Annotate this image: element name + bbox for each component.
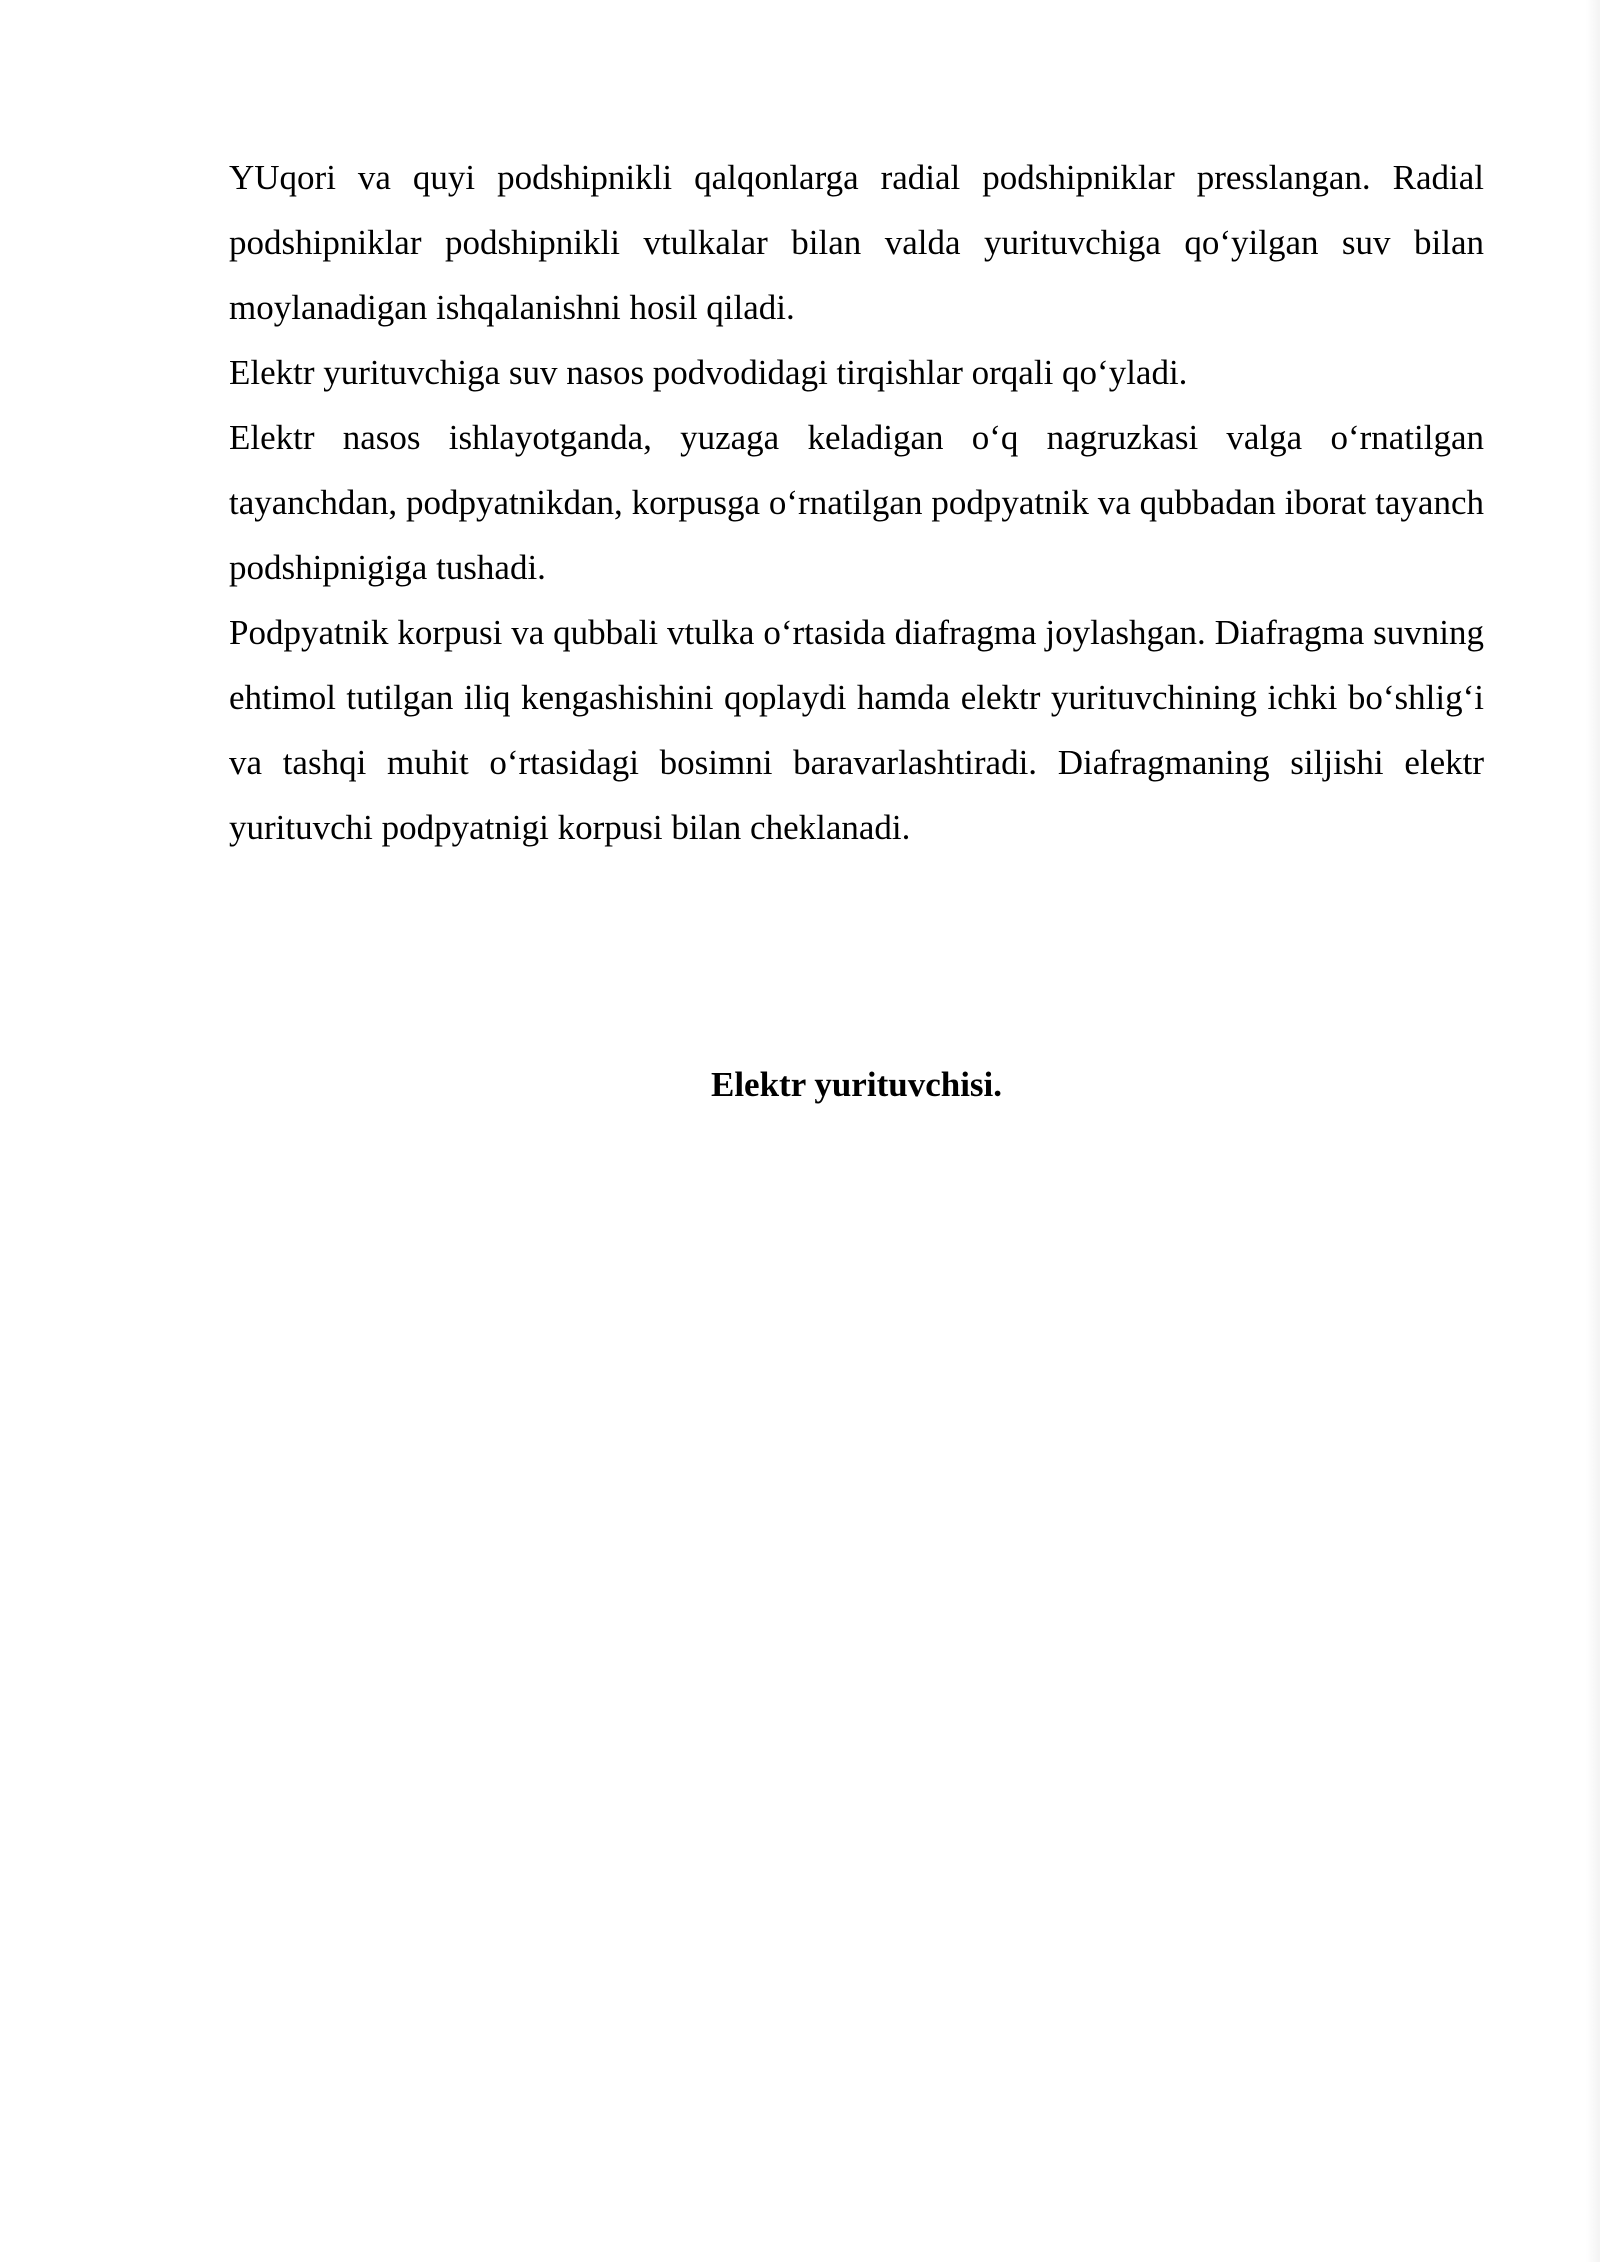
paragraph-water-supply: Elektr yurituvchiga suv nasos podvodidagi tirqishlar orqali qo‘yladi. <box>229 353 1188 392</box>
section-heading: Elektr yurituvchisi. <box>710 1065 1003 1104</box>
body-text <box>229 145 1484 860</box>
paragraph-diaphragm: Podpyatnik korpusi va qubbali vtulka o‘rtasida diafragma joylashgan. Diafragma suvning ehtimol tutilgan iliq kengashishini qoplaydi hamda elektr yurituvchining ichki bo‘shlig‘i va tashqi muhit o‘rtasidagi bosimni baravarlashtiradi. Diafragmaning siljishi elektr yurituvchi podpyatnigi korpusi bilan cheklanadi. <box>229 613 1484 847</box>
paragraph-bearings: YUqori va quyi podshipnikli qalqonlarga radial podshipniklar presslangan. Radial podshipniklar podshipnikli vtulkalar bilan valda yurituvchiga qo‘yilgan suv bilan moylanadigan ishqalanishni hosil qiladi. <box>229 158 1484 327</box>
page-edge-shadow <box>1586 0 1600 2262</box>
paragraph-axial-load: Elektr nasos ishlayotganda, yuzaga keladigan o‘q nagruzkasi valga o‘rnatilgan tayanchdan, podpyatnikdan, korpusga o‘rnatilgan podpyatnik va qubbadan iborat tayanch podshipnigiga tushadi. <box>229 418 1484 587</box>
